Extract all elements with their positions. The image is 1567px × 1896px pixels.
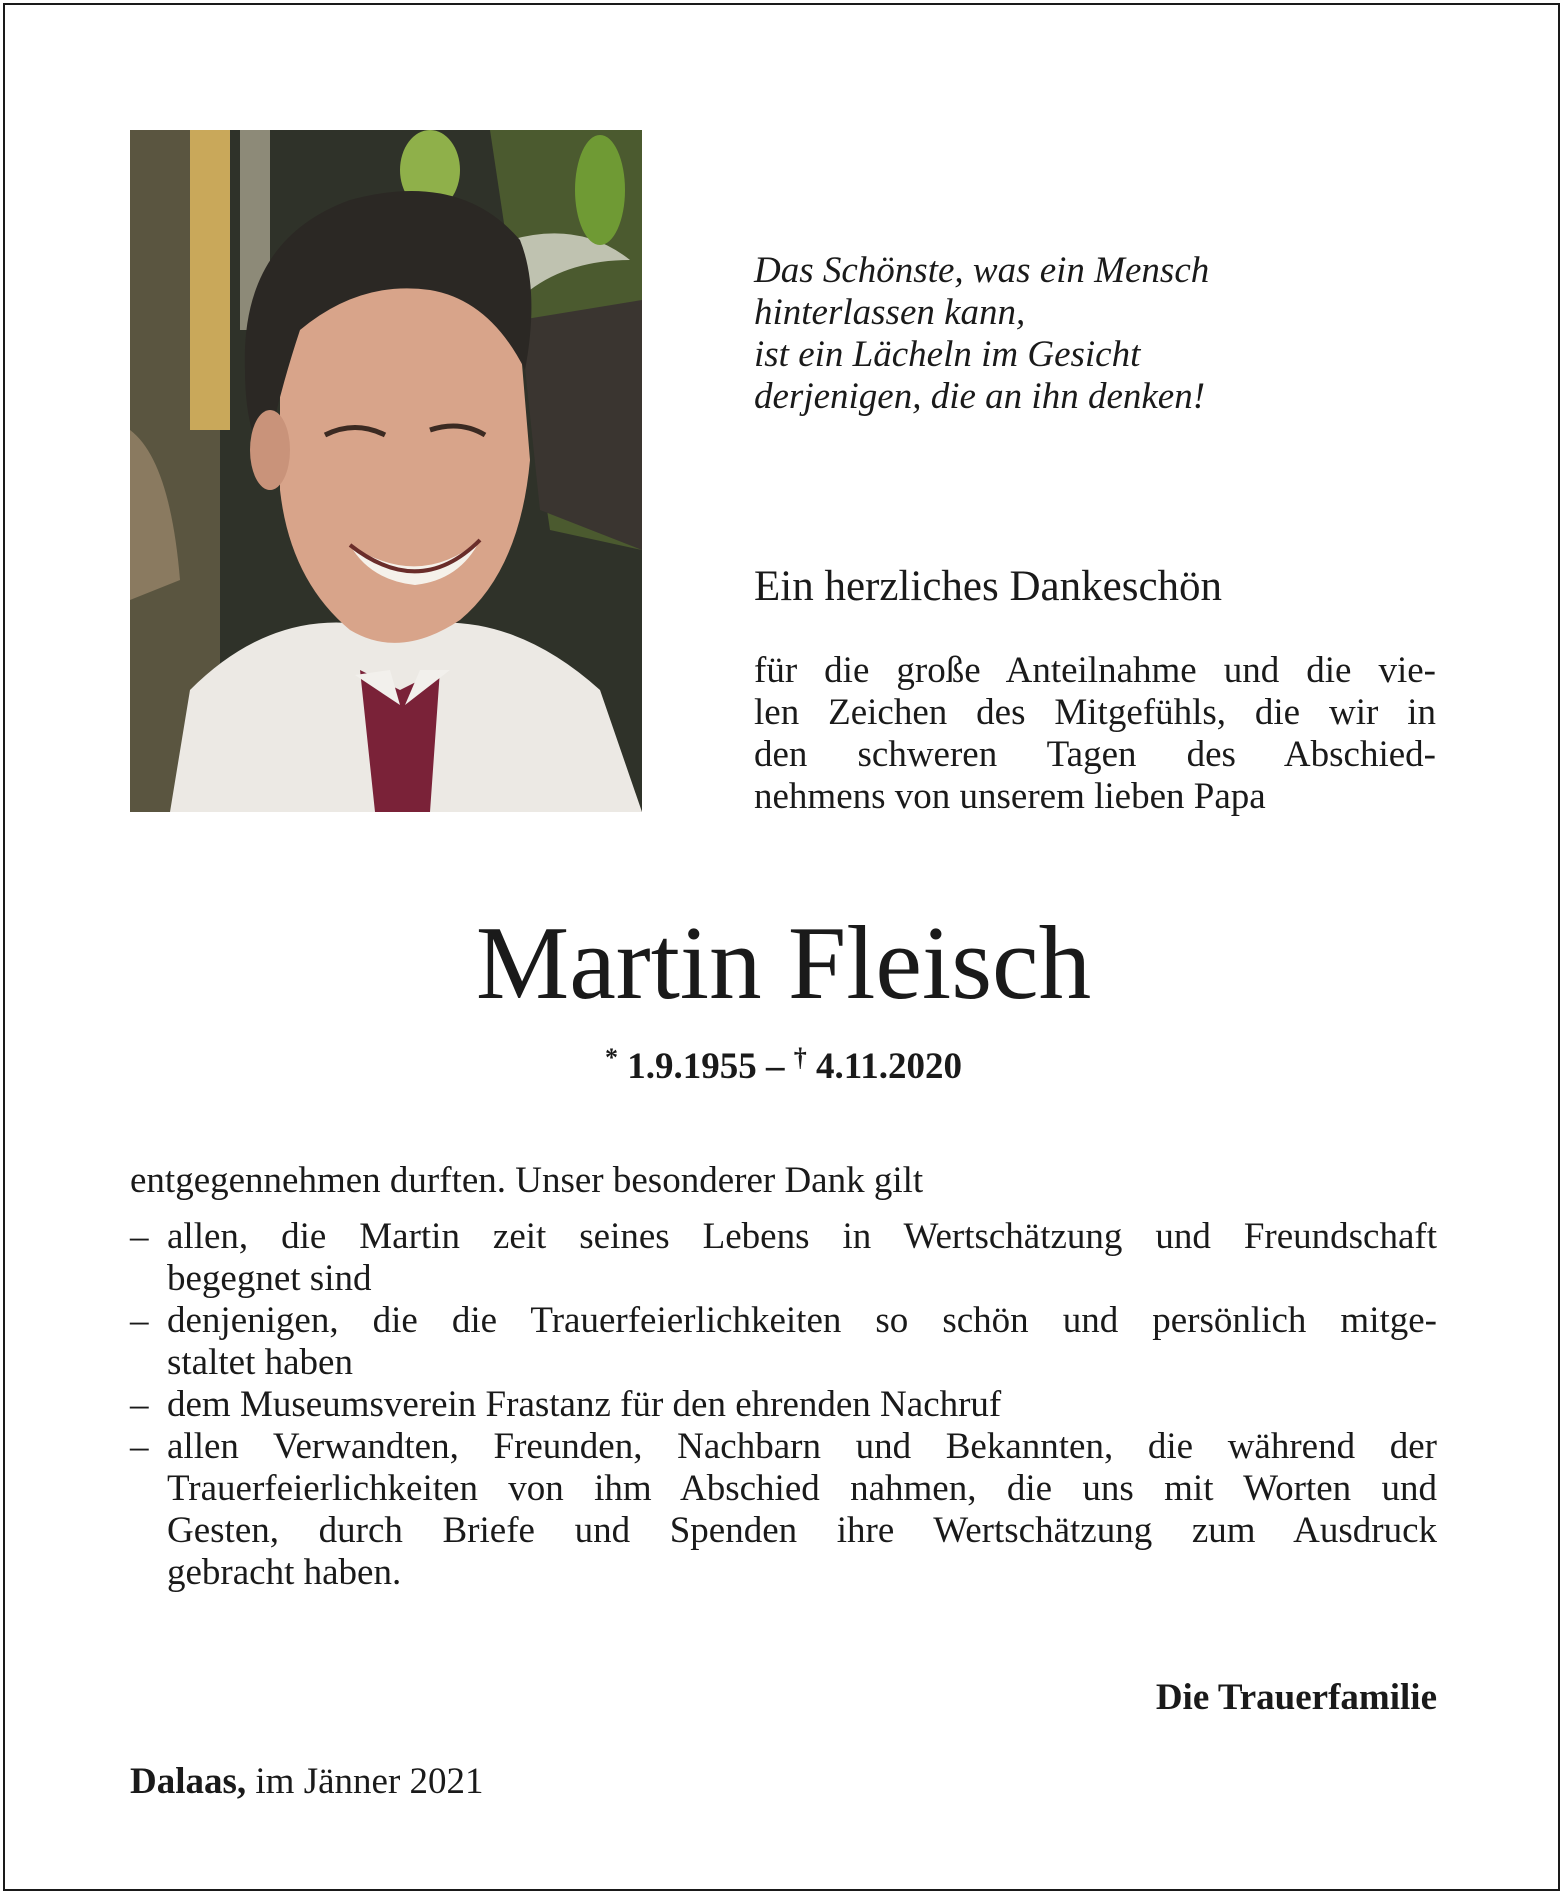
quote-line: Das Schönste, was ein Mensch xyxy=(754,250,1210,291)
portrait-illustration xyxy=(130,130,642,812)
thanks-line: len Zeichen des Mitgefühls, die wir in xyxy=(754,692,1436,733)
list-item-line: dem Museumsverein Frastanz für den ehrenden Nachruf xyxy=(167,1384,1002,1425)
life-dates xyxy=(0,1036,1567,1089)
list-item xyxy=(130,1426,1437,1594)
list-item-line: allen, die Martin zeit seines Lebens in Wertschätzung und Freundschaft xyxy=(167,1216,1437,1257)
list-item-line: Gesten, durch Briefe und Spenden ihre Wertschätzung zum Ausdruck xyxy=(167,1510,1437,1551)
place-and-date xyxy=(130,1760,484,1804)
quote-line: derjenigen, die an ihn denken! xyxy=(754,376,1206,417)
quote-line: ist ein Lächeln im Gesicht xyxy=(754,334,1141,375)
list-item-line: Trauerfeierlichkeiten von ihm Abschied nahmen, die uns mit Worten und xyxy=(167,1468,1437,1509)
list-item-line: begegnet sind xyxy=(167,1258,372,1299)
list-item xyxy=(130,1384,1437,1426)
portrait-photo xyxy=(130,130,642,812)
date-text: im Jänner 2021 xyxy=(255,1761,484,1802)
list-item-line: gebracht haben. xyxy=(167,1552,402,1593)
quote-line: hinterlassen kann, xyxy=(754,292,1026,333)
thanks-line: für die große Anteilnahme und die vie- xyxy=(754,650,1436,691)
list-item xyxy=(130,1300,1437,1384)
date-separator: – xyxy=(766,1046,785,1087)
birth-symbol: * xyxy=(605,1043,619,1072)
death-date: 4.11.2020 xyxy=(816,1046,962,1087)
list-dash: – xyxy=(130,1384,149,1425)
signature: Die Trauerfamilie xyxy=(1155,1677,1437,1718)
list-item-line: staltet haben xyxy=(167,1342,353,1383)
list-dash: – xyxy=(130,1300,149,1341)
list-item-line: denjenigen, die die Trauerfeierlichkeiten so schön und persönlich mitge- xyxy=(167,1300,1437,1341)
death-symbol: † xyxy=(793,1043,807,1072)
list-item xyxy=(130,1216,1437,1300)
thanks-heading: Ein herzliches Dankeschön xyxy=(754,563,1223,610)
birth-date: 1.9.1955 xyxy=(627,1046,757,1087)
memorial-quote xyxy=(754,250,1394,418)
thanks-line: den schweren Tagen des Abschied- xyxy=(754,734,1436,775)
thanks-list xyxy=(130,1216,1437,1594)
thanks-paragraph xyxy=(754,650,1436,818)
list-dash: – xyxy=(130,1426,149,1467)
thanks-intro: entgegennehmen durften. Unser besonderer Dank gilt xyxy=(130,1160,924,1201)
place: Dalaas, xyxy=(130,1761,247,1802)
list-item-line: allen Verwandten, Freunden, Nachbarn und Bekannten, die während der xyxy=(167,1426,1437,1467)
deceased-name: Martin Fleisch xyxy=(475,904,1092,1021)
thanks-line: nehmens von unserem lieben Papa xyxy=(754,776,1266,817)
list-dash: – xyxy=(130,1216,149,1257)
